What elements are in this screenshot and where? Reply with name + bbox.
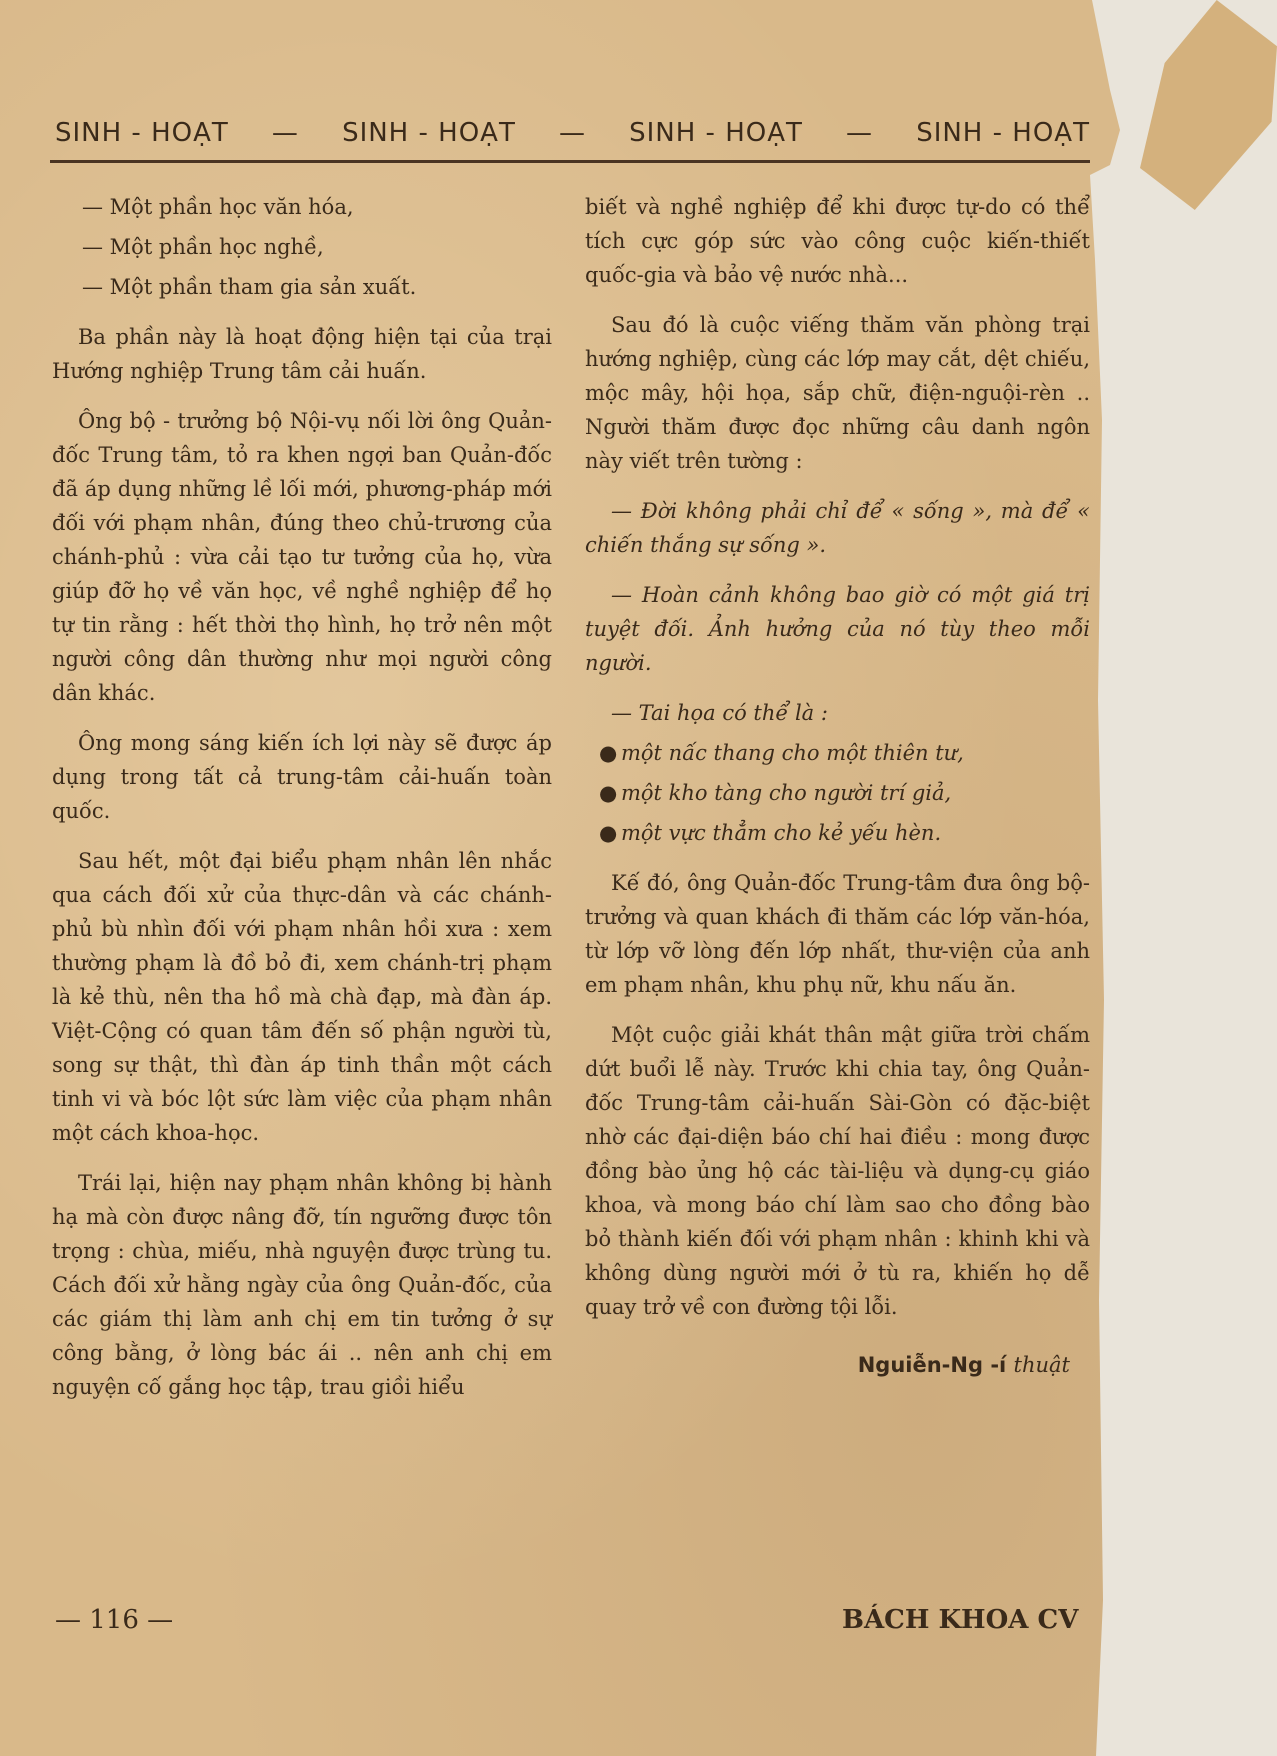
paragraph: Sau hết, một đại biểu phạm nhân lên nhắc qua cách đối xử của thực-dân và các chánh-phủ bù nhìn đối với phạm nhân hồi xưa : xem thường phạm là đồ bỏ đi, xem chánh-trị phạm là kẻ thù, nên tha hồ mà chà đạp, mà đàn áp. Việt-Cộng có quan tâm đến số phận người tù, song sự thật, thì đàn áp tinh thần một cách tinh vi và bóc lột sức làm việc của phạm nhân một cách khoa-học. [52, 849, 552, 1145]
bullet-dot-icon: ● [599, 781, 618, 805]
bullet-item [585, 776, 1090, 810]
paragraph: biết và nghề nghiệp để khi được tự-do có thể tích cực góp sức vào công cuộc kiến-thiết quốc-gia và bảo vệ nước nhà... [585, 195, 1090, 287]
paragraph: Sau đó là cuộc viếng thăm văn phòng trại hướng nghiệp, cùng các lớp may cắt, dệt chiếu, mộc mây, hội họa, sắp chữ, điện-nguội-rèn .. Người thăm được đọc những câu danh ngôn này viết trên tường : [585, 313, 1090, 473]
quote: — Hoàn cảnh không bao giờ có một giá trị tuyệt đối. Ảnh hưởng của nó tùy theo mỗi người. [585, 583, 1090, 675]
quote: — Tai họa có thể là : [611, 701, 828, 725]
paragraph: Trái lại, hiện nay phạm nhân không bị hành hạ mà còn được nâng đỡ, tín ngưỡng được tôn trọng : chùa, miếu, nhà nguyện được trùng tu. Cách đối xử hằng ngày của ông Quản-đốc, của các giám thị làm anh chị em tin tưởng ở sự công bằng, ở lòng bác ái .. nên anh chị em nguyện cố gắng học tập, trau giồi hiểu [52, 1171, 552, 1399]
header-rule [50, 160, 1090, 163]
dash-item: — Một phần tham gia sản xuất. [82, 275, 417, 299]
bullet-text: một kho tàng cho người trí giả, [621, 781, 952, 805]
bullet-item [585, 816, 1090, 850]
header-separator: — [271, 118, 299, 148]
dash-item: — Một phần học văn hóa, [82, 195, 354, 219]
bullet-text: một vực thẳm cho kẻ yếu hèn. [621, 821, 942, 845]
page-number: — 116 — [55, 1605, 174, 1635]
signature-role: thuật [1013, 1353, 1070, 1377]
quote: — Đời không phải chỉ để « sống », mà để « chiến thắng sự sống ». [585, 499, 1090, 557]
bullet-text: một nấc thang cho một thiên tư, [621, 741, 964, 765]
header-item: SINH - HOẠT [629, 118, 803, 148]
paragraph: Ông mong sáng kiến ích lợi này sẽ được áp dụng trong tất cả trung-tâm cải-huấn toàn quốc. [52, 731, 552, 823]
paragraph: Ông bộ - trưởng bộ Nội-vụ nối lời ông Quản-đốc Trung tâm, tỏ ra khen ngợi ban Quản-đốc đã áp dụng những lề lối mới, phương-pháp mới đối với phạm nhân, đúng theo chủ-trương của chánh-phủ : vừa cải tạo tư tưởng của họ, vừa giúp đỡ họ về văn học, về nghề nghiệp để họ tự tin rằng : hết thời thọ hình, họ trở nên một người công dân thường như mọi người công dân khác. [52, 409, 552, 705]
bullet-item [585, 736, 1090, 770]
bullet-dot-icon: ● [599, 741, 618, 765]
dash-item: — Một phần học nghề, [82, 235, 324, 259]
header-separator: — [558, 118, 586, 148]
bullet-dot-icon: ● [599, 821, 618, 845]
paragraph: Một cuộc giải khát thân mật giữa trời chấm dứt buổi lễ này. Trước khi chia tay, ông Quản-đốc Trung-tâm cải-huấn Sài-Gòn có đặc-biệt nhờ các đại-diện báo chí hai điều : mong được đồng bào ủng hộ các tài-liệu và dụng-cụ giáo khoa, và mong báo chí làm sao cho đồng bào bỏ thành kiến đối với phạm nhân : khinh khi và không dùng người mới ở tù ra, khiến họ dễ quay trở về con đường tội lỗi. [585, 1023, 1090, 1319]
paragraph: Ba phần này là hoạt động hiện tại của trại Hướng nghiệp Trung tâm cải huấn. [52, 325, 552, 383]
header-separator: — [846, 118, 874, 148]
header-item: SINH - HOẠT [342, 118, 516, 148]
header-item: SINH - HOẠT [916, 118, 1090, 148]
right-column [585, 190, 1090, 1382]
paragraph: Kế đó, ông Quản-đốc Trung-tâm đưa ông bộ-trưởng và quan khách đi thăm các lớp văn-hóa, từ lớp vỡ lòng đến lớp nhất, thư-viện của anh em phạm nhân, khu phụ nữ, khu nấu ăn. [585, 871, 1090, 997]
publication-name: BÁCH KHOA CV [842, 1605, 1079, 1635]
torn-paper-corner [1140, 0, 1277, 210]
signature [585, 1348, 1090, 1382]
left-column [52, 190, 552, 1420]
header-item: SINH - HOẠT [55, 118, 229, 148]
signature-name: Nguiễn-Ng -í [857, 1353, 1007, 1377]
running-header [55, 118, 1090, 148]
